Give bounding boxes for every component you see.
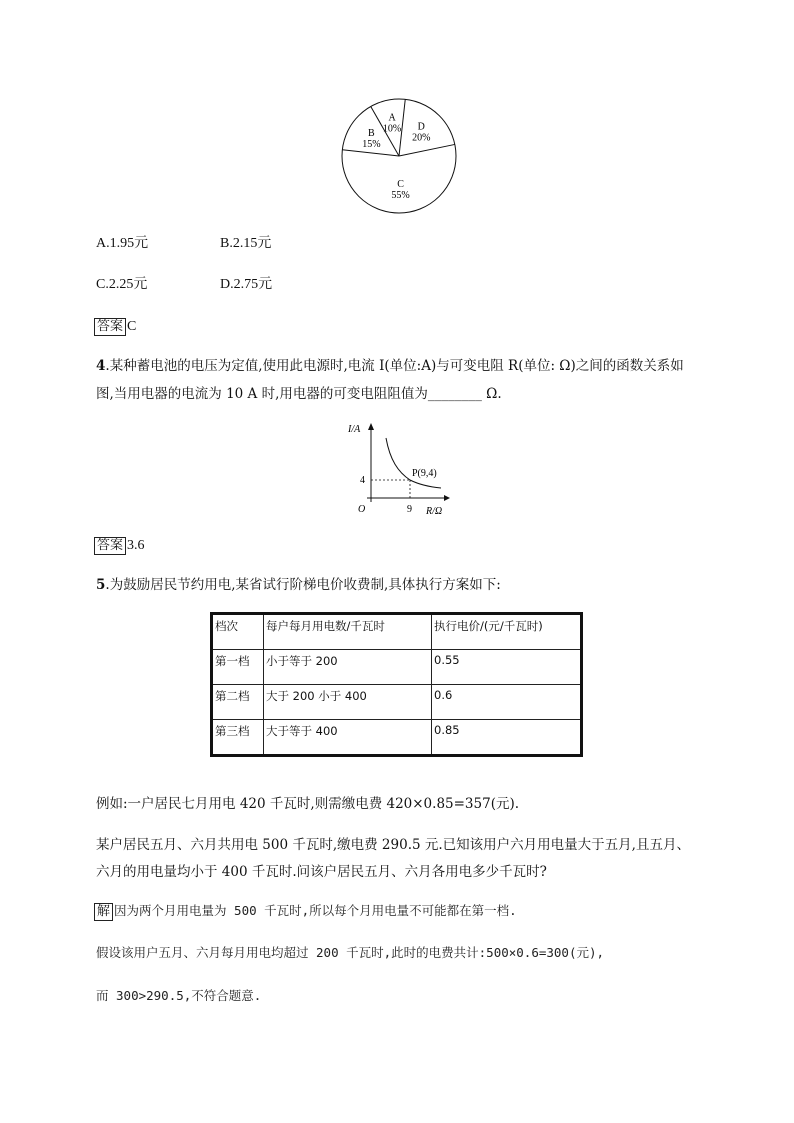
choice-b: B.2.15元 [220,236,272,251]
table-row [212,685,582,720]
question-number: 5 [96,577,106,593]
solution-tag: 解 [94,903,113,921]
function-graph [340,420,455,520]
point-label: P(9,4) [412,468,437,479]
inverse-curve [386,438,441,488]
pie-label: C [397,179,404,191]
question-number: 4 [96,358,106,374]
pie-label: D [417,121,425,133]
table-cell: 第一档 [212,650,264,685]
pie-percent: 15% [362,138,381,150]
q4-answer [94,536,145,555]
q5-problem-line2: 六月的用电量均小于 400 千瓦时.问该户居民五月、六月各用电多少千瓦时? [96,864,547,880]
choice-d: D.2.75元 [220,277,273,292]
table-cell: 大于 200 小于 400 [264,685,432,720]
x-axis-label: R/Ω [426,506,443,517]
q5-solution-line2: 假设该用户五月、六月每月用电均超过 200 千瓦时,此时的电费共计:500×0.6=300(元), [96,945,605,960]
x-axis-arrow [444,495,450,501]
y-axis-label: I/A [348,424,361,435]
pie-slices [342,99,456,213]
header-cell: 每户每月用电数/千瓦时 [264,614,432,650]
choice-c: C.2.25元 [96,277,148,292]
q4-line2: 图,当用电器的电流为 10 A 时,用电器的可变电阻阻值为________ Ω. [96,386,502,402]
q5-intro-text: .为鼓励居民节约用电,某省试行阶梯电价收费制,具体执行方案如下: [105,577,501,593]
table-header-row [212,614,582,650]
table-cell: 第二档 [212,685,264,720]
table-row [212,650,582,685]
q5-solution-line3: 而 300>290.5,不符合题意. [96,988,262,1003]
q4-text-1: .某种蓄电池的电压为定值,使用此电源时,电流 I(单位:A)与可变电阻 R(单位: Ω)之间的函数关系如 [105,358,684,374]
q4-line1 [96,357,684,375]
pie-label: B [368,127,375,139]
q5-problem-line1: 某户居民五月、六月共用电 500 千瓦时,缴电费 290.5 元.已知该用户六月用电量大于五月,且五月、 [96,837,690,853]
q5-solution-line1 [94,902,517,921]
answer-value: C [127,319,137,334]
q5-intro [96,576,501,594]
origin-label: O [358,504,366,515]
table-cell: 0.6 [432,685,582,720]
pie-percent: 10% [382,123,402,135]
x-tick-label: 9 [407,504,412,515]
table-row [212,720,582,756]
table-cell: 小于等于 200 [264,650,432,685]
table-cell: 第三档 [212,720,264,756]
header-cell: 档次 [212,614,264,650]
q5-example: 例如:一户居民七月用电 420 千瓦时,则需缴电费 420×0.85=357(元). [96,796,520,812]
answer-value: 3.6 [127,538,145,553]
choice-a: A.1.95元 [96,236,149,251]
pie-label: A [388,112,396,124]
table-cell: 0.85 [432,720,582,756]
header-cell: 执行电价/(元/千瓦时) [432,614,582,650]
y-axis-arrow [368,423,374,430]
tariff-table [210,612,583,757]
answer-tag: 答案 [94,318,126,336]
q3-answer [94,317,136,336]
pie-percent: 55% [391,190,410,202]
table-cell: 0.55 [432,650,582,685]
solution-text: 因为两个月用电量为 500 千瓦时,所以每个月用电量不可能都在第一档. [114,903,517,918]
table-cell: 大于等于 400 [264,720,432,756]
answer-tag: 答案 [94,537,126,555]
pie-chart [339,97,459,215]
y-tick-label: 4 [360,475,365,486]
pie-percent: 20% [412,132,431,144]
